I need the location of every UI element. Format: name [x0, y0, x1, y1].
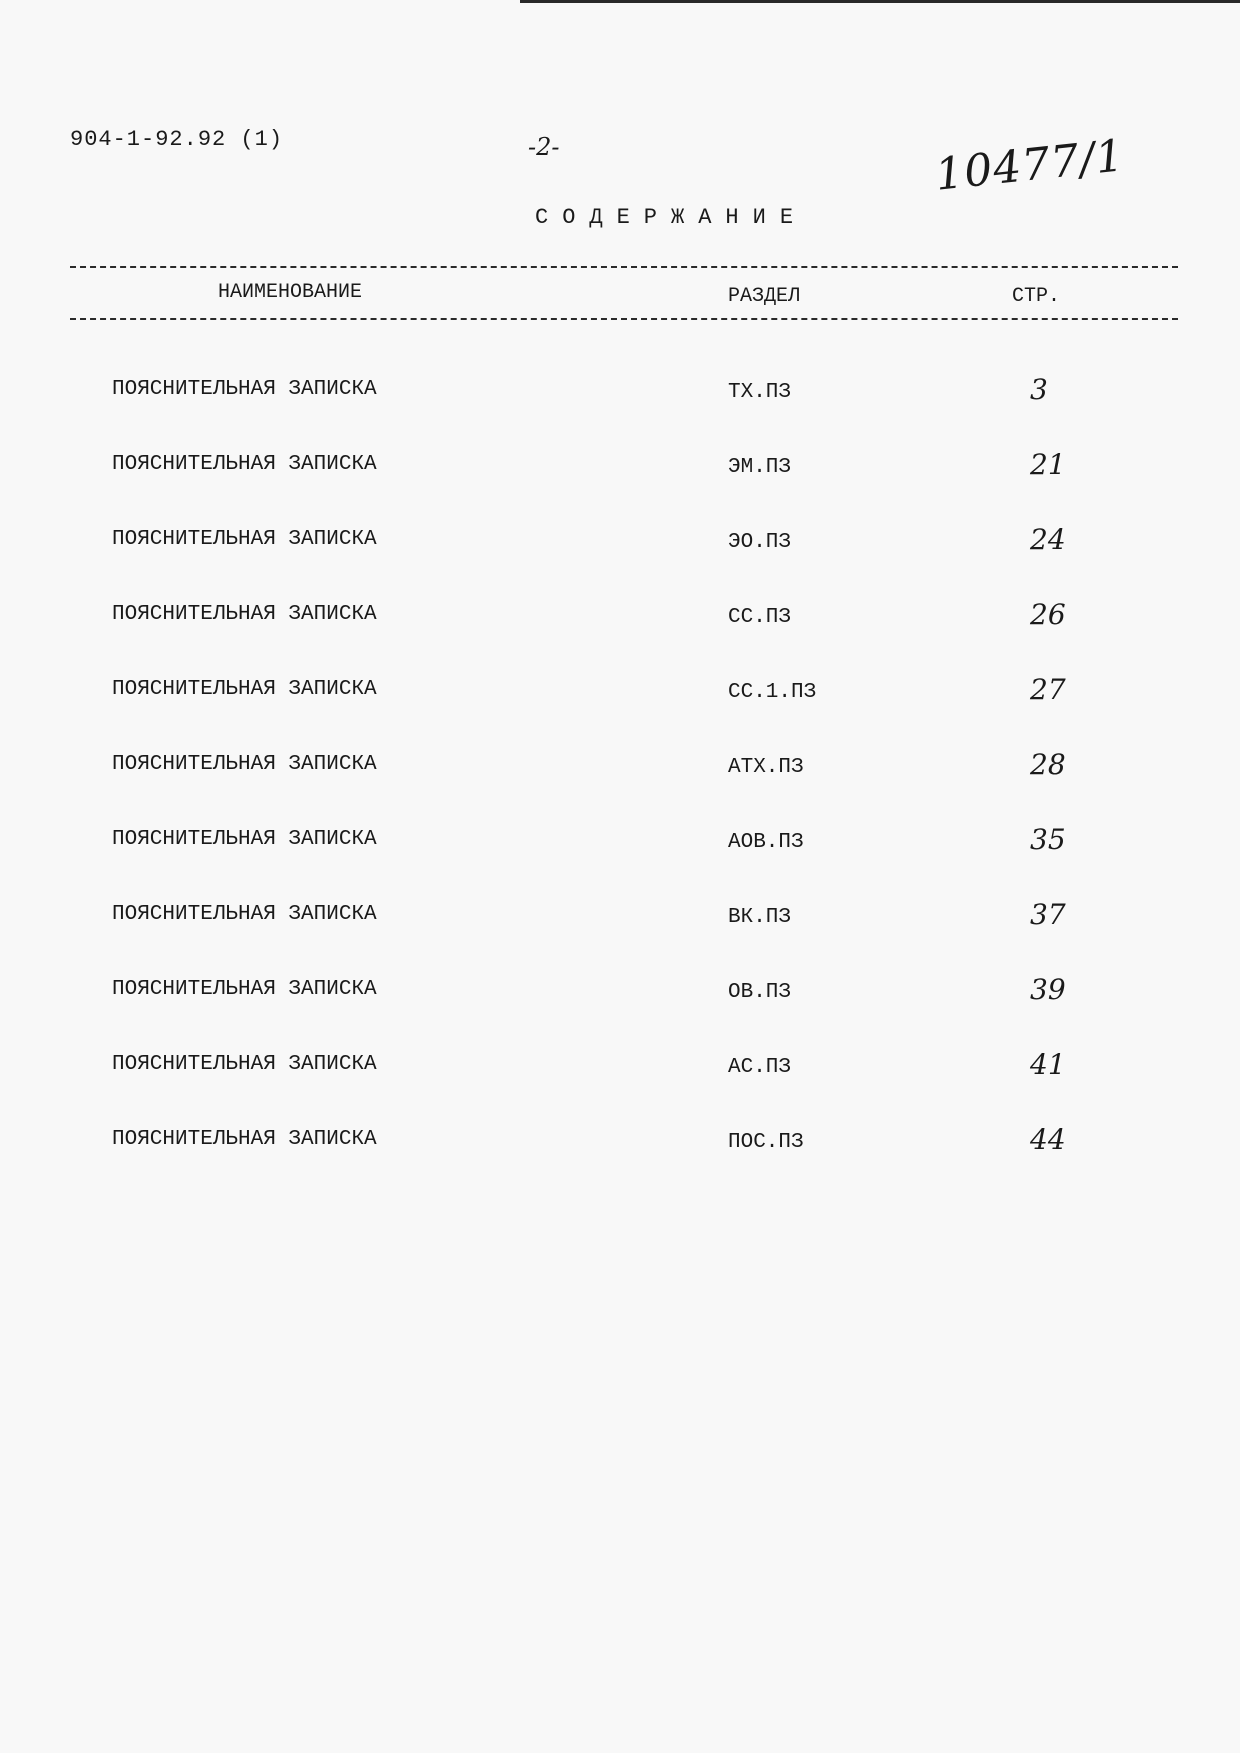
row-name: ПОЯСНИТЕЛЬНАЯ ЗАПИСКА [112, 753, 377, 776]
row-page: 41 [1030, 1048, 1066, 1081]
contents-title: СОДЕРЖАНИЕ [535, 205, 808, 230]
row-name: ПОЯСНИТЕЛЬНАЯ ЗАПИСКА [112, 603, 377, 626]
table-row [0, 898, 1240, 943]
row-name: ПОЯСНИТЕЛЬНАЯ ЗАПИСКА [112, 378, 377, 401]
row-page: 35 [1030, 823, 1066, 856]
row-page: 37 [1030, 898, 1066, 931]
row-name: ПОЯСНИТЕЛЬНАЯ ЗАПИСКА [112, 1128, 377, 1151]
row-section: ЭМ.ПЗ [728, 456, 792, 479]
row-page: 26 [1030, 598, 1066, 631]
row-page: 39 [1030, 973, 1066, 1006]
table-row [0, 1123, 1240, 1168]
table-row [0, 373, 1240, 418]
table-row [0, 1048, 1240, 1093]
row-page: 44 [1030, 1123, 1066, 1156]
table-row [0, 523, 1240, 568]
handwritten-inventory-number: 10477/1 [932, 130, 1127, 201]
row-page: 3 [1030, 373, 1048, 406]
row-name: ПОЯСНИТЕЛЬНАЯ ЗАПИСКА [112, 828, 377, 851]
row-section: СС.1.ПЗ [728, 681, 817, 704]
table-row [0, 673, 1240, 718]
page-number: -2- [528, 133, 560, 161]
row-name: ПОЯСНИТЕЛЬНАЯ ЗАПИСКА [112, 903, 377, 926]
table-row [0, 448, 1240, 493]
row-section: СС.ПЗ [728, 606, 792, 629]
document-code: 904-1-92.92 (1) [70, 127, 284, 152]
row-name: ПОЯСНИТЕЛЬНАЯ ЗАПИСКА [112, 1053, 377, 1076]
row-name: ПОЯСНИТЕЛЬНАЯ ЗАПИСКА [112, 453, 377, 476]
table-row [0, 973, 1240, 1018]
row-section: АТХ.ПЗ [728, 756, 804, 779]
row-name: ПОЯСНИТЕЛЬНАЯ ЗАПИСКА [112, 978, 377, 1001]
row-name: ПОЯСНИТЕЛЬНАЯ ЗАПИСКА [112, 678, 377, 701]
row-section: ОВ.ПЗ [728, 981, 792, 1004]
row-page: 21 [1030, 448, 1066, 481]
row-name: ПОЯСНИТЕЛЬНАЯ ЗАПИСКА [112, 528, 377, 551]
column-header-name: НАИМЕНОВАНИЕ [218, 281, 363, 304]
column-header-section: РАЗДЕЛ [728, 285, 801, 308]
row-page: 28 [1030, 748, 1066, 781]
row-section: ЭО.ПЗ [728, 531, 792, 554]
table-row [0, 823, 1240, 868]
row-section: ВК.ПЗ [728, 906, 792, 929]
table-row [0, 748, 1240, 793]
row-section: ПОС.ПЗ [728, 1131, 804, 1154]
row-section: АС.ПЗ [728, 1056, 792, 1079]
row-section: ТХ.ПЗ [728, 381, 792, 404]
table-row [0, 598, 1240, 643]
row-section: АОВ.ПЗ [728, 831, 804, 854]
column-header-page: СТР. [1012, 285, 1061, 308]
row-page: 24 [1030, 523, 1066, 556]
row-page: 27 [1030, 673, 1066, 706]
